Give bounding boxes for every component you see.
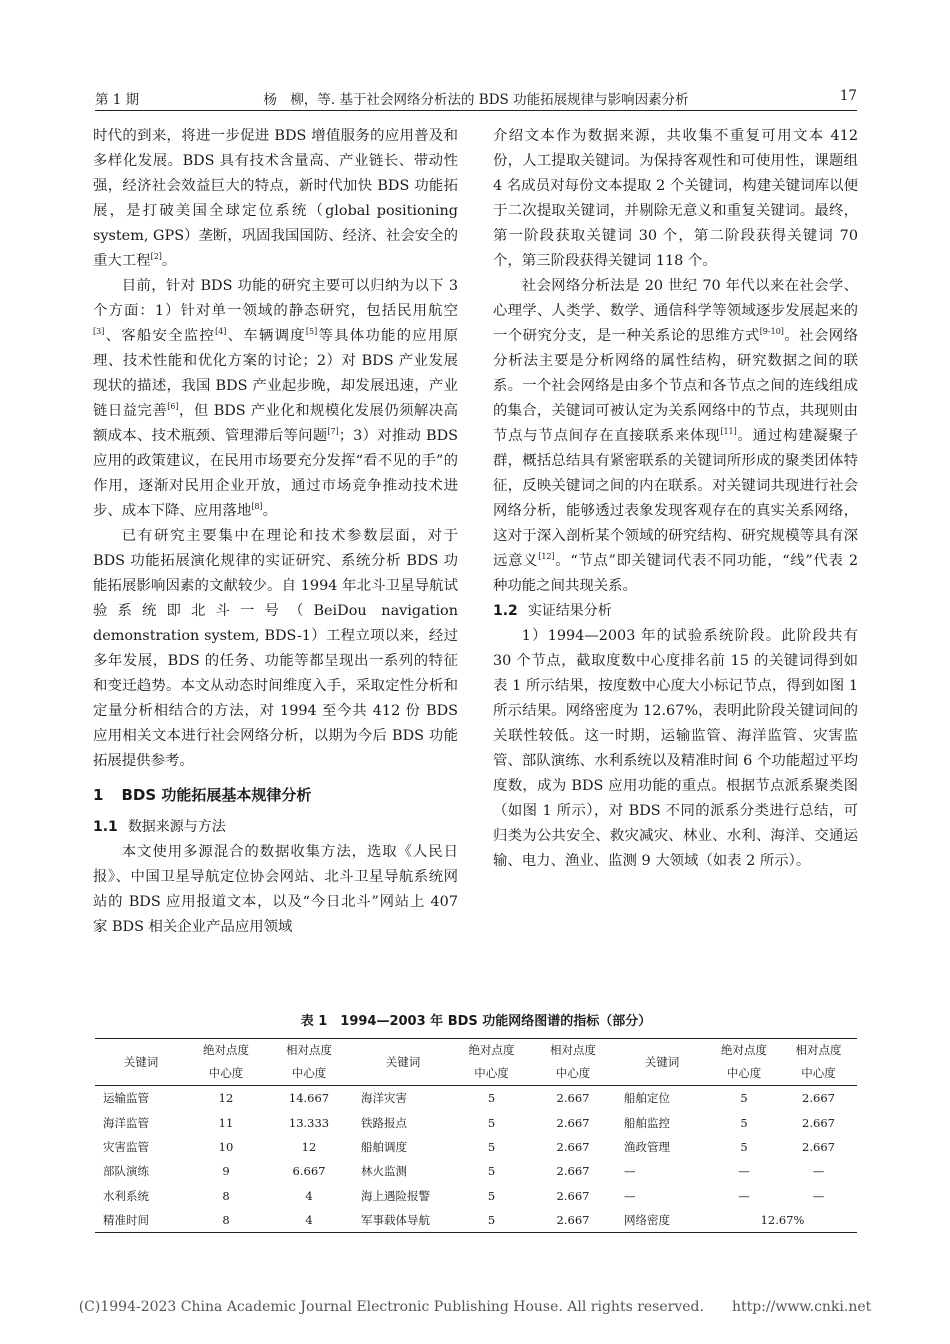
subsection-heading: 1.2 实证结果分析 (493, 603, 612, 619)
table-cell: — (738, 1188, 750, 1203)
citation[interactable]: [4] (215, 327, 227, 336)
table-cell: 4 (265, 1208, 353, 1233)
table-cell: 网络密度 (616, 1208, 708, 1233)
table-cell: 运输监管 (103, 1091, 149, 1106)
table-cell: 12 (218, 1091, 234, 1106)
column-header: 关键词 (95, 1039, 187, 1086)
table-cell: 12.67% (708, 1208, 857, 1233)
table-cell: 渔政管理 (624, 1139, 670, 1154)
table-cell: 5 (740, 1139, 748, 1154)
paragraph: 已有研究主要集中在理论和技术参数层面，对于 BDS 功能拓展演化规律的实证研究、系统分析 BDS 功能拓展影响因素的文献较少。自 1994 年北斗卫星导航试验系统即北斗一号（BeiDou navigation demonstration system, BDS-1）工程立项以来，经过多年发展，BDS 的任务、功能等都呈现出一系列的特征和变迁趋势。本文从动态时间维度入手，采取定性分析和定量分析相结合的方法，对 1994 至今共 412 份 BDS 应用相关文本进行社会网络分析，以期为今后 BDS 功能拓展提供参考。 (93, 528, 458, 769)
column-header: 相对点度 中心度 (530, 1039, 616, 1086)
running-title: 杨 柳，等. 基于社会网络分析法的 BDS 功能拓展规律与影响因素分析 (263, 92, 689, 108)
table-row (95, 1184, 857, 1208)
table-cell: 5 (453, 1208, 530, 1233)
subsection-heading: 1.1 数据来源与方法 (93, 819, 226, 835)
data-table (95, 1038, 857, 1233)
table-row (95, 1086, 857, 1111)
left-column (93, 124, 458, 940)
section-heading: 1 BDS 功能拓展基本规律分析 (93, 786, 312, 804)
table-cell: 5 (487, 1188, 496, 1203)
table-cell: 2.667 (556, 1139, 590, 1154)
table-cell: 2.667 (530, 1208, 616, 1233)
table-cell: 海上遇险报警 (361, 1188, 430, 1203)
table-cell: 5 (740, 1091, 748, 1106)
table-cell: 5 (487, 1091, 496, 1106)
table-cell: 部队演练 (103, 1164, 149, 1179)
table-row (95, 1110, 857, 1134)
table-cell: — (624, 1164, 636, 1179)
table-cell: 2.667 (802, 1115, 835, 1130)
table-cell: 海洋灾害 (361, 1091, 407, 1106)
table-cell: 铁路报点 (361, 1115, 407, 1130)
column-header: 绝对点度 中心度 (187, 1039, 265, 1086)
citation[interactable]: [3] (93, 327, 105, 336)
table-cell: 精准时间 (95, 1208, 187, 1233)
citation[interactable]: [7] (327, 427, 339, 436)
table-cell: — (812, 1164, 825, 1179)
column-header: 关键词 (616, 1039, 708, 1086)
issue-label: 第 1 期 (95, 92, 140, 108)
paragraph: 目前，针对 BDS 功能的研究主要可以归纳为以下 3 个方面：1）针对单一领域的静态研究，包括民用航空[3]、客船安全监控[4]、车辆调度[5]等具体功能的应用原理、技术性能和优化方案的讨论；2）对 BDS 产业发展现状的描述，我国 BDS 产业起步晚，却发展迅速，产业链日益完善[6]，但 BDS 产业化和规模化发展仍须解决高额成本、技术瓶颈、管理滞后等问题[7]；3）对推动 BDS 应用的政策建议，在民用市场要充分发挥“看不见的手”的作用，逐渐对民用企业开放，通过市场竞争推动技术进步、成本下降、应用落地[8]。 (93, 278, 458, 519)
running-header (95, 86, 857, 111)
table-cell: 5 (740, 1115, 748, 1130)
citation[interactable]: [6] (167, 402, 179, 411)
citation[interactable]: [9-10] (759, 327, 784, 336)
table-cell: 4 (305, 1188, 313, 1203)
table-header-row (95, 1039, 857, 1086)
table-cell: 10 (218, 1139, 234, 1154)
table-cell: 9 (222, 1164, 230, 1179)
table-cell: 2.667 (556, 1164, 590, 1179)
paragraph: 本文使用多源混合的数据收集方法，选取《人民日报》、中国卫星导航定位协会网站、北斗卫星导航系统网站的 BDS 应用报道文本，以及“今日北斗”网站上 407 家 BDS 相关企业产品应用领域 (93, 844, 458, 935)
page-number: 17 (839, 88, 857, 104)
table-cell: 船舶调度 (361, 1139, 407, 1154)
column-header: 相对点度 中心度 (265, 1039, 353, 1086)
table-cell: 13.333 (288, 1115, 330, 1130)
copyright-footer: (C)1994-2023 China Academic Journal Electronic Publishing House. All rights reserved. http://www.cnki.net (78, 1299, 872, 1315)
table-cell: 6.667 (292, 1164, 326, 1179)
table-caption: 表 1 1994—2003 年 BDS 功能网络图谱的指标（部分） (300, 1014, 652, 1029)
table-row (95, 1208, 857, 1233)
paragraph: 介绍文本作为数据来源，共收集不重复可用文本 412 份，人工提取关键词。为保持客观性和可使用性，课题组 4 名成员对每份文本提取 2 个关键词，构建关键词库以便于二次提取关键词，并剔除无意义和重复关键词。最终，第一阶段获取关键词 30 个，第二阶段获得关键词 70 个，第三阶段获得关键词 118 个。 (493, 128, 858, 269)
table-cell: 海洋监管 (103, 1115, 149, 1130)
citation[interactable]: [12] (538, 552, 555, 561)
table-cell: 12 (301, 1139, 317, 1154)
column-header: 绝对点度 中心度 (453, 1039, 530, 1086)
table-cell: 2.667 (556, 1188, 590, 1203)
table-cell: 5 (487, 1115, 496, 1130)
table-cell: 林火监测 (361, 1164, 407, 1179)
citation[interactable]: [5] (305, 327, 318, 336)
table-row (95, 1159, 857, 1183)
table-cell: — (624, 1188, 636, 1203)
table-cell: 5 (487, 1164, 496, 1179)
citation[interactable]: [2] (150, 252, 162, 261)
table-cell: 灾害监管 (103, 1139, 149, 1154)
table-cell: 14.667 (288, 1091, 330, 1106)
citation[interactable]: [11] (720, 427, 737, 436)
table-cell: 军事载体导航 (353, 1208, 453, 1233)
table-cell: 8 (222, 1188, 230, 1203)
table-cell: 2.667 (802, 1139, 835, 1154)
table-cell: 水利系统 (103, 1188, 149, 1203)
table-cell: 8 (187, 1208, 265, 1233)
table-cell: 船舶定位 (624, 1091, 670, 1106)
table-cell: — (738, 1164, 750, 1179)
column-header: 绝对点度 中心度 (708, 1039, 780, 1086)
citation[interactable]: [8] (251, 502, 263, 511)
table-cell: 2.667 (802, 1091, 835, 1106)
paragraph: 时代的到来，将进一步促进 BDS 增值服务的应用普及和多样化发展。BDS 具有技术含量高、产业链长、带动性强，经济社会效益巨大的特点，新时代加快 BDS 功能拓展，是打破美国全球定位系统（global positioning system, GPS）垄断，巩固我国国防、经济、社会安全的重大工程[2]。 (93, 128, 458, 269)
paragraph: 1）1994—2003 年的试验系统阶段。此阶段共有 30 个节点，截取度数中心度排名前 15 的关键词得到如表 1 所示结果，按度数中心度大小标记节点，得到如图 1 所示结果。网络密度为 12.67%，表明此阶段关键词间的关联性较低。这一时期，运输监管、海洋监管、灾害监管、部队演练、水利系统以及精准时间 6 个功能超过平均度数，成为 BDS 应用功能的重点。根据节点派系聚类图（如图 1 所示），对 BDS 不同的派系分类进行总结，可归类为公共安全、救灾减灾、林业、水利、海洋、交通运输、电力、渔业、监测 9 大领域（如表 2 所示）。 (493, 628, 858, 869)
paragraph: 社会网络分析法是 20 世纪 70 年代以来在社会学、心理学、人类学、数学、通信科学等领域逐步发展起来的一个研究分支，是一种关系论的思维方式[9-10]。社会网络分析法主要是分析网络的属性结构，研究数据之间的联系。一个社会网络是由多个节点和各节点之间的连线组成的集合，关键词可被认定为关系网络中的节点，共现则由节点与节点间存在直接联系来体现[11]。通过构建凝聚子群，概括总结具有紧密联系的关键词所形成的聚类团体特征，反映关键词之间的内在联系。对关键词共现进行社会网络分析，能够透过表象发现客观存在的真实关系网络，这对于深入剖析某个领域的研究结构、研究规模等具有深远意义[12]。“节点”即关键词代表不同功能，“线”代表 2 种功能之间共现关系。 (493, 278, 858, 594)
table-cell: 11 (218, 1115, 234, 1130)
right-column (493, 124, 858, 874)
column-header: 相对点度 中心度 (780, 1039, 857, 1086)
table-row (95, 1135, 857, 1159)
table-cell: 2.667 (556, 1091, 590, 1106)
column-header: 关键词 (353, 1039, 453, 1086)
table-cell: — (812, 1188, 825, 1203)
table-cell: 2.667 (556, 1115, 590, 1130)
table-cell: 5 (487, 1139, 496, 1154)
table-cell: 船舶监控 (624, 1115, 670, 1130)
